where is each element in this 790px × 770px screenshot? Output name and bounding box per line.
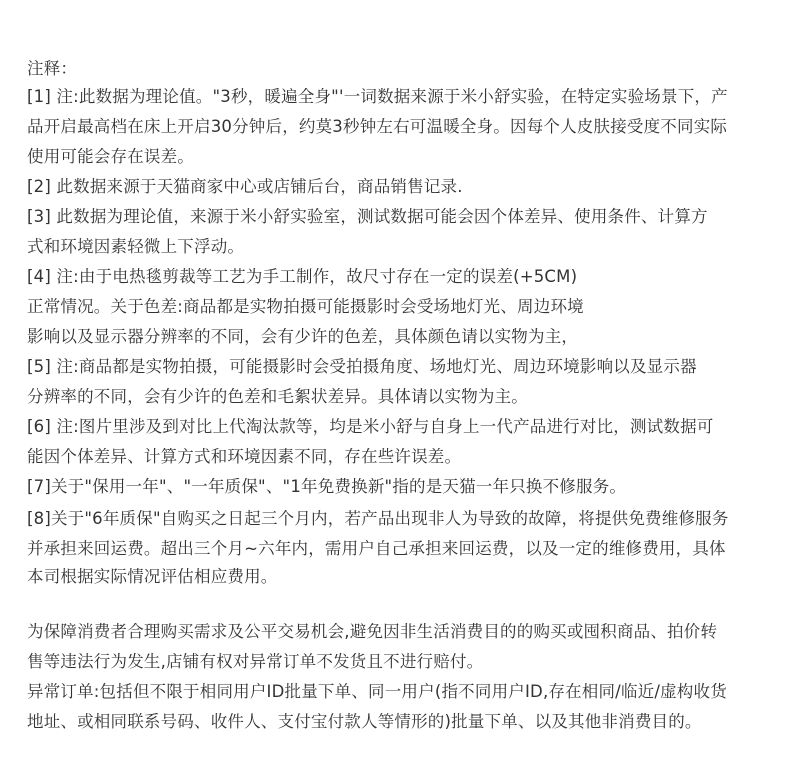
note-line: 本司根据实际情况评估相应费用。 [27,567,278,586]
note-line: [3] 此数据为理论值，来源于米小舒实验室，测试数据可能会因个体差异、使用条件、计算方 [27,207,708,226]
note-line: 品开启最高档在床上开启30分钟后，约莫3秒钟左右可温暖全身。因每个人皮肤接受度不同实际 [27,117,728,136]
note-line: 使用可能会存在误差。 [27,147,194,166]
notes-heading: 注释： [27,59,78,78]
note-line: [7]关于"保用一年"、"一年质保"、"1年免费换新"指的是天猫一年只换不修服务。 [27,477,627,496]
note-line: 并承担来回运费。超出三个月~六年内，需用户自己承担来回运费，以及一定的维修费用，具体 [27,539,726,558]
note-line: [6] 注:图片里涉及到对比上代淘汰款等，均是米小舒与自身上一代产品进行对比，测试数据可 [27,417,714,436]
note-line: [8]关于"6年质保"自购买之日起三个月内，若产品出现非人为导致的故障，将提供免费维修服务 [27,509,729,528]
policy-line: 异常订单:包括但不限于相同用户ID批量下单、同一用户(指不同用户ID,存在相同/临近/虚构收货 [27,682,727,701]
note-line: 正常情况。关于色差:商品都是实物拍摄可能摄影时会受场地灯光、周边环境 [27,297,584,316]
note-line: 式和环境因素轻微上下浮动。 [27,237,245,256]
note-line: [5] 注:商品都是实物拍摄，可能摄影时会受拍摄角度、场地灯光、周边环境影响以及显示器 [27,357,697,376]
policy-line: 地址、或相同联系号码、收件人、支付宝付款人等情形的)批量下单、以及其他非消费目的。 [27,712,702,731]
note-line: [1] 注:此数据为理论值。"3秒，暖遍全身"'一词数据来源于米小舒实验，在特定实验场景下，产 [27,87,728,106]
policy-line: 售等违法行为发生,店铺有权对异常订单不发货且不进行赔付。 [27,652,484,671]
note-line: [4] 注:由于电热毯剪裁等工艺为手工制作，故尺寸存在一定的误差(+5CM) [27,267,578,286]
policy-line: 为保障消费者合理购买需求及公平交易机会,避免因非生活消费目的的购买或囤积商品、拍价转 [27,622,718,641]
note-line: 能因个体差异、计算方式和环境因素不同，存在些许误差。 [27,447,462,466]
note-line: [2] 此数据来源于天猫商家中心或店铺后台，商品销售记录. [27,177,463,196]
note-line: 分辨率的不同，会有少许的色差和毛絮状差异。具体请以实物为主。 [27,387,528,406]
note-line: 影响以及显示器分辨率的不同，会有少许的色差，具体颜色请以实物为主， [27,327,579,346]
